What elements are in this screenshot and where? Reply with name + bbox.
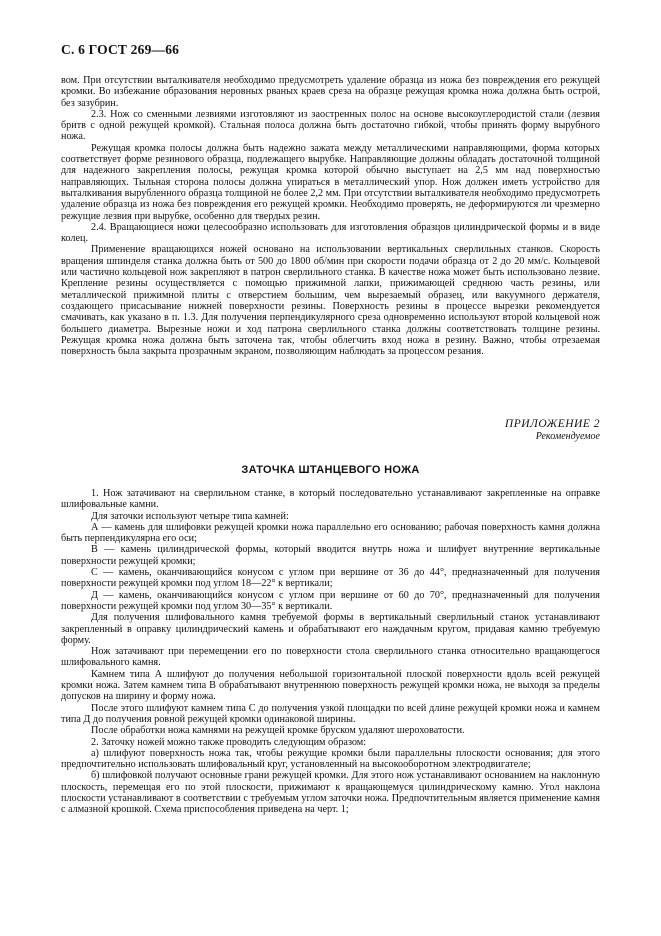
appendix-number: ПРИЛОЖЕНИЕ 2 bbox=[504, 418, 600, 430]
paragraph: Применение вращающихся ножей основано на использовании вертикальных сверлильных станков. Скорость вращения шпинделя станка должна быть от 500 до 1800 об/мин при скорости подачи образца от 2 до 20 мм/с. Кольцевой или частично кольцевой нож закрепляют в патрон сверлильного станка. В качестве ножа может быть использовано лезвие. Крепление резины осуществляется с помощью прижимной лапки, прижимающей среднюю часть резины, или металлической прижимной плиты с отверстием большим, чем вырезаемый образец, или вакуумного держателя, создающего присасывание нижней поверхности резины. Поверхность резины в процессе вырезки рекомендуется смачивать, как указано в п. 1.3. Для получения перпендикулярного среза одновременно используют второй кольцевой нож большего диаметра. Вырезные ножи и ход патрона сверлильного станка должны соответствовать толщине резины. Режущая кромка ножа должна быть заточена так, чтобы облегчить вход ножа в резину. Важно, чтобы отрезаемая поверхность была закрыта прозрачным экраном, позволяющим наблюдать за процессом резания. bbox=[61, 244, 600, 358]
paragraph: вом. При отсутствии выталкивателя необходимо предусмотреть удаление образца из ножа без повреждения его режущей кромки. Во избежание образования неровных рваных краев среза на образце режущая кромка ножа должна быть острой, без зазубрин. bbox=[61, 75, 600, 109]
paragraph: Для получения шлифовального камня требуемой формы в вертикальный сверлильный станок устанавливают закрепленный в оправку цилиндрический камень и обрабатывают его наждачным кругом, придавая камню требуемую форму. bbox=[61, 612, 600, 646]
paragraph: б) шлифовкой получают основные грани режущей кромки. Для этого нож устанавливают основанием на наклонную плоскость, перемещая его по этой плоскости, прижимают к вращающемуся цилиндрическому камню. Угол наклона плоскости устанавливают в соответствии с требуемым углом заточки ножа. Предпочтительным является применение камня с алмазной крошкой. Схема приспособления приведена на черт. 1; bbox=[61, 770, 600, 816]
paragraph: Для заточки используют четыре типа камней: bbox=[91, 510, 289, 522]
paragraph: Камнем типа А шлифуют до получения небольшой горизонтальной плоской поверхности вдоль всей режущей кромки ножа. Затем камнем типа В обрабатывают внутреннюю поверхность режущей кромки ножа, не выходя за пределы допусков на ширину и форму ножа. bbox=[61, 668, 600, 703]
paragraph: а) шлифуют поверхность ножа так, чтобы режущие кромки были параллельны плоскости основания; для этого предпочтительно использовать шлифовальный круг, установленный на высокооборотном электродвигателе; bbox=[61, 747, 600, 771]
body-text-bottom bbox=[61, 488, 600, 816]
section-title: ЗАТОЧКА ШТАНЦЕВОГО НОЖА bbox=[241, 464, 420, 476]
page-header: С. 6 ГОСТ 269—66 bbox=[61, 42, 180, 57]
body-text-top bbox=[61, 75, 600, 357]
appendix-label bbox=[470, 418, 600, 443]
paragraph: После обработки ножа камнями на режущей кромке бруском удаляют шероховатости. bbox=[91, 725, 465, 737]
paragraph: А — камень для шлифовки режущей кромки ножа параллельно его основанию; рабочая поверхность камня должна быть перпендикулярна его оси; bbox=[61, 521, 600, 545]
appendix-status: Рекомендуемое bbox=[535, 431, 600, 442]
paragraph: С — камень, оканчивающийся конусом с углом при вершине от 36 до 44°, предназначенный для получения поверхности режущей кромки под углом 18—22° к вертикали; bbox=[61, 567, 600, 590]
paragraph: 2. Заточку ножей можно также проводить следующим образом: bbox=[91, 736, 367, 748]
paragraph: 2.3. Нож со сменными лезвиями изготовляют из заостренных полос на основе высокоуглеродистой стали (лезвия бритв с одной режущей кромкой). Стальная полоса должна быть достаточно гибкой, чтобы принять форму вырубного ножа. bbox=[61, 108, 600, 143]
paragraph: Д — камень, оканчивающийся конусом с углом при вершине от 60 до 70°, предназначенный для получения поверхности режущей кромки под углом 30—35° к вертикали. bbox=[61, 589, 600, 612]
paragraph: Нож затачивают при перемещении его по поверхности стола сверлильного станка относительно вращающегося шлифовального камня. bbox=[61, 646, 600, 669]
paragraph: После этого шлифуют камнем типа С до получения узкой площадки по всей длине режущей кромки ножа и камнем типа Д до получения ровной режущей кромки одинаковой ширины. bbox=[61, 702, 600, 725]
paragraph: В — камень цилиндрической формы, который вводится внутрь ножа и шлифует внутренние вертикальные поверхности режущей кромки; bbox=[61, 544, 600, 567]
paragraph: 2.4. Вращающиеся ножи целесообразно использовать для изготовления образцов цилиндрической формы и в виде колец. bbox=[61, 221, 600, 245]
paragraph: 1. Нож затачивают на сверлильном станке, в который последовательно устанавливают закрепленные на оправке шлифовальные камни. bbox=[61, 488, 600, 511]
paragraph: Режущая кромка полосы должна быть надежно зажата между металлическими направляющими, форма которых соответствует форме резинового образца, подлежащего вырубке. Направляющие должны обладать достаточной толщиной для надежного закрепления полосы, режущая кромка которой обычно выступает на 2,5 мм над поверхностью направляющих. Тыльная сторона полосы должна упираться в металлический упор. Нож должен иметь устройство для выталкивания вырубленного образца толщиной не более 2,2 мм. При отсутствии выталкивателя необходимо предусмотреть удаление образца из ножа без повреждения его режущей кромки. Необходимо проверять, не деформируются ли чрезмерно режущие лезвия при вырубке, особенно для твердых резин. bbox=[61, 142, 600, 222]
